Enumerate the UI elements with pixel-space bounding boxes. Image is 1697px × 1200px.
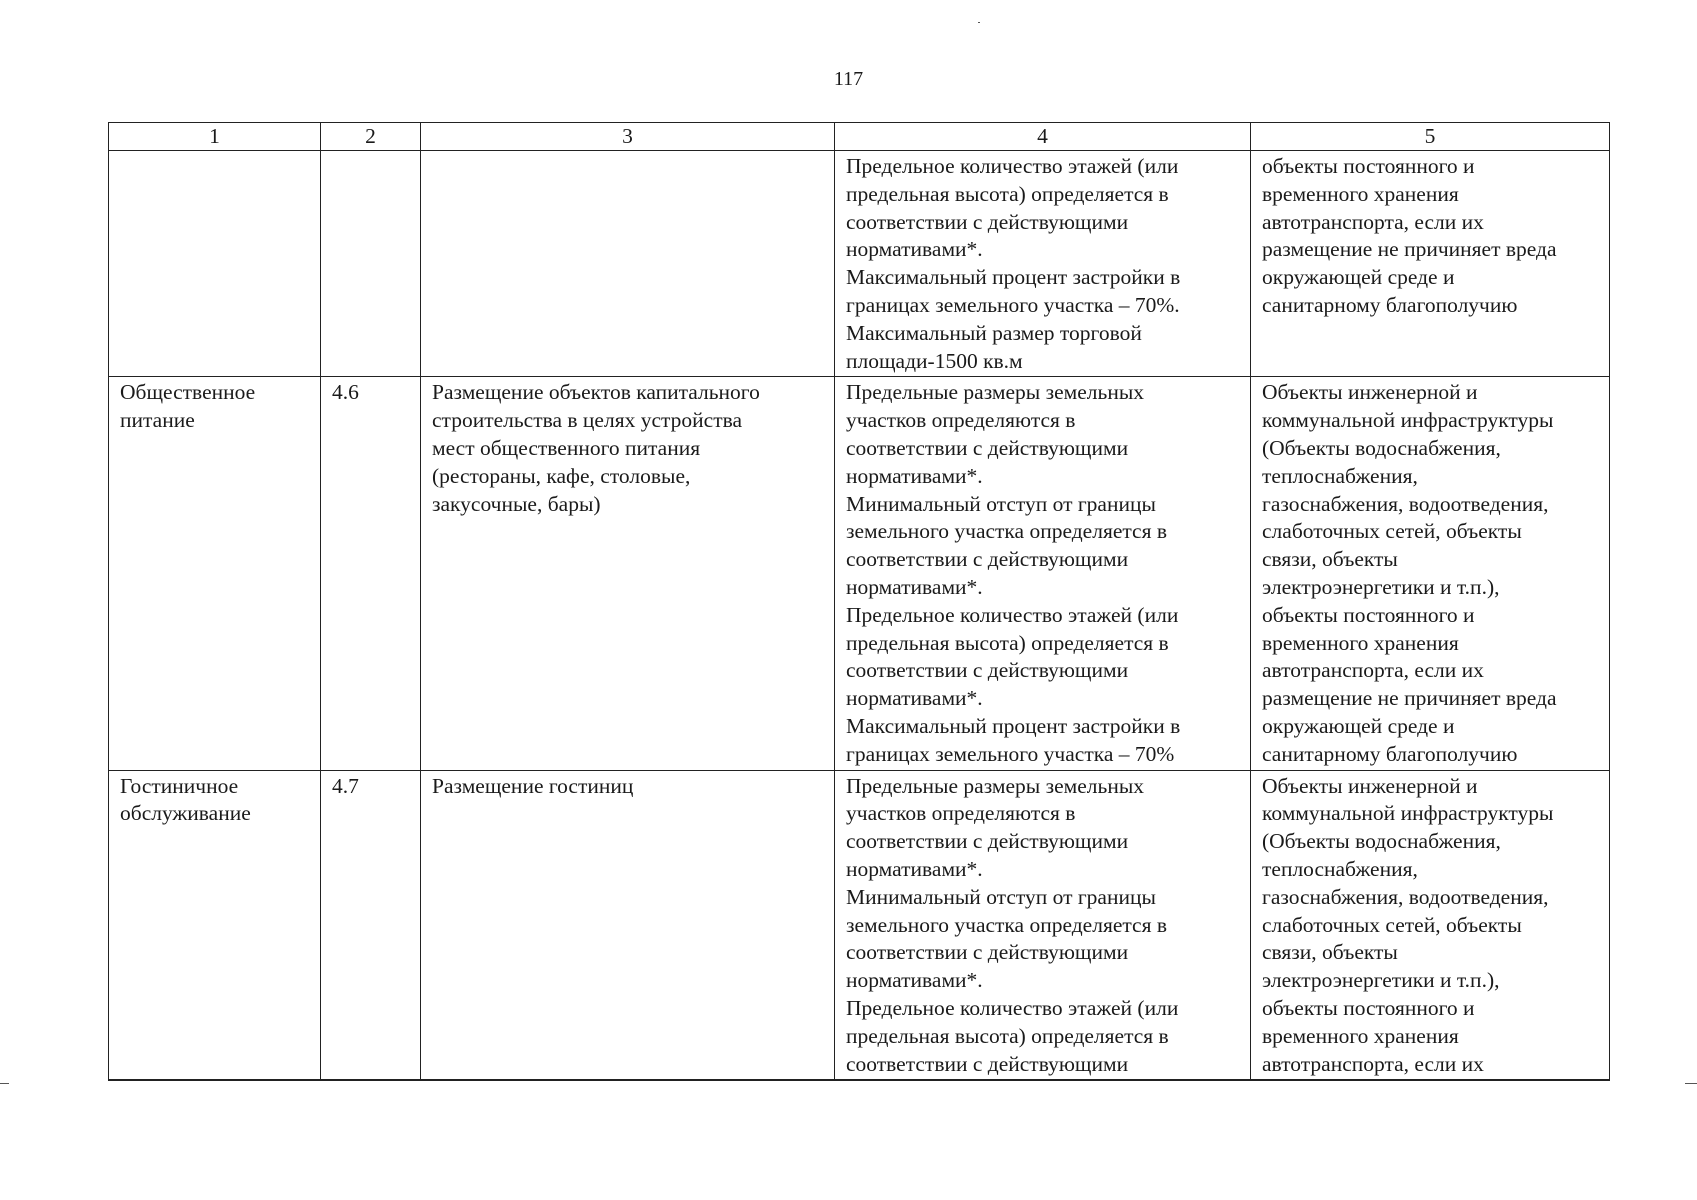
auxiliary-uses-cell: Объекты инженерной и коммунальной инфраструктуры (Объекты водоснабжения, теплоснабжения, газоснабжения, водоотведения, слаботочных сетей, объекты связи, объекты электроэнергетики и т.п.), объекты постоянного и временного хранения автотранспорта, если их размещение не причиняет вреда окружающей среде и санитарному благополучию bbox=[1251, 377, 1610, 770]
scan-edge-mark-right bbox=[1685, 1083, 1697, 1084]
code-cell: 4.7 bbox=[321, 770, 421, 1080]
auxiliary-uses-cell: Объекты инженерной и коммунальной инфраструктуры (Объекты водоснабжения, теплоснабжения, газоснабжения, водоотведения, слаботочных сетей, объекты связи, объекты электроэнергетики и т.п.), объекты постоянного и временного хранения автотранспорта, если их bbox=[1251, 770, 1610, 1080]
description-cell: Размещение объектов капитального строительства в целях устройства мест общественного питания (рестораны, кафе, столовые, закусочные, бары) bbox=[421, 377, 835, 770]
scan-dot-mark bbox=[978, 22, 980, 23]
description-cell bbox=[421, 151, 835, 377]
auxiliary-uses-cell: объекты постоянного и временного хранения автотранспорта, если их размещение не причиняет вреда окружающей среде и санитарному благополучию bbox=[1251, 151, 1610, 377]
code-cell: 4.6 bbox=[321, 377, 421, 770]
page-number: 117 bbox=[833, 68, 864, 90]
description-cell: Размещение гостиниц bbox=[421, 770, 835, 1080]
use-type-cell: Общественное питание bbox=[109, 377, 321, 770]
parameters-cell: Предельные размеры земельных участков определяются в соответствии с действующими нормативами*. Минимальный отступ от границы земельного участка определяется в соответствии с действующими нормативами*. Предельное количество этажей (или предельная высота) определяется в соответствии с действующими нормативами*. Максимальный процент застройки в границах земельного участка – 70% bbox=[835, 377, 1251, 770]
header-col-2: 2 bbox=[321, 123, 421, 151]
header-col-4: 4 bbox=[835, 123, 1251, 151]
header-row bbox=[109, 123, 1610, 151]
code-cell bbox=[321, 151, 421, 377]
use-type-cell bbox=[109, 151, 321, 377]
table-row bbox=[109, 151, 1610, 377]
table-row bbox=[109, 770, 1610, 1080]
header-col-3: 3 bbox=[421, 123, 835, 151]
table-row bbox=[109, 377, 1610, 770]
scan-edge-mark-left bbox=[0, 1083, 9, 1084]
parameters-cell: Предельное количество этажей (или предельная высота) определяется в соответствии с действующими нормативами*. Максимальный процент застройки в границах земельного участка – 70%. Максимальный размер торговой площади-1500 кв.м bbox=[835, 151, 1251, 377]
header-col-1: 1 bbox=[109, 123, 321, 151]
parameters-cell: Предельные размеры земельных участков определяются в соответствии с действующими нормативами*. Минимальный отступ от границы земельного участка определяется в соответствии с действующими нормативами*. Предельное количество этажей (или предельная высота) определяется в соответствии с действующими bbox=[835, 770, 1251, 1080]
zoning-table bbox=[108, 122, 1610, 1081]
use-type-cell: Гостиничное обслуживание bbox=[109, 770, 321, 1080]
header-col-5: 5 bbox=[1251, 123, 1610, 151]
